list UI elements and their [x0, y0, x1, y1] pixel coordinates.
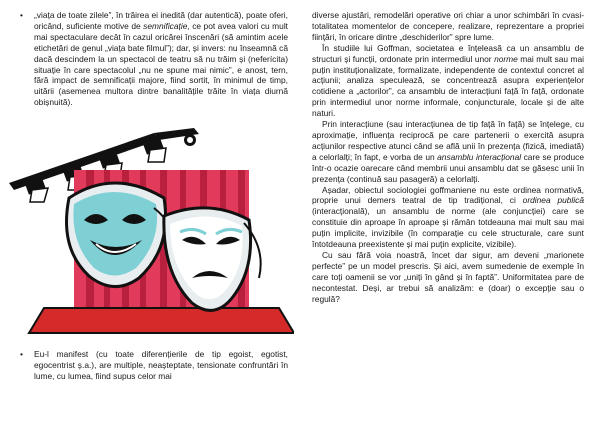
interaction-text-b: care se produce într-o ocazie oarecare când membrii unui ansamblu dat se găsesc unii în prezența (continuă sau pasageră) a celorlalți. — [312, 151, 584, 184]
theatre-masks-illustration — [4, 128, 294, 338]
interaction-emphasis: ansamblu interacțional — [437, 151, 522, 162]
goffman-text-a: În studiile lui Goffman, societatea e înțeleasă ca un ansamblu de structuri și funcții, ordonate prin intermediul unor — [312, 42, 584, 64]
public-order-text-b: (interacțională), un ansamblu de norme (ale conjuncției) care se constituie din aproape în aproape și rămân totdeauna mai mult sau mai puțin implicite, invizibile (în comparație cu cele structurale, care sunt întotdeauna preexistente și mai puțin explicite, vizibile). — [312, 206, 584, 250]
paragraph-public-order — [312, 185, 584, 250]
interaction-text-a: Prin interacțiune (sau interacțiunea de tip față în față) se înțelege, cu aproximație, influența reciprocă pe care partenerii o exercită asupra acțiunilor respective atunci când se află unii în prezența (fizică, imediată) a celorlalți; în fapt, e vorba de un — [312, 119, 584, 162]
bullet-paragraph-1 — [18, 10, 288, 108]
bullet-1-emphasis: semnificație — [143, 20, 188, 31]
paragraph-marionettes: Cu sau fără voia noastră, încet dar sigur, am deveni „marionete perfecte” pe un model prescris. Și aici, avem sumedenie de exemple în care toți oamenii se vor „uniți în gând și în faptă”. Uniformitatea pare de necontestat. Deși, ar trebui să analizăm: e (doar) o excepție sau o regulă? — [312, 249, 584, 304]
bullet-paragraph-2 — [18, 349, 288, 382]
paragraph-continuation: diverse ajustări, remodelări operative ori chiar a unor schimbări în cvasi-totalitatea momentelor de concepere, realizare, reprezentare a propriei ființări, în oricare dintre „deschiderilor” spre lume. — [312, 10, 584, 42]
left-column — [18, 10, 288, 108]
bullet-dot-icon: • — [20, 10, 23, 20]
goffman-emphasis: norme — [494, 53, 518, 64]
paragraph-interaction — [312, 119, 584, 184]
goffman-text-b: mai mult sau mai puțin instituționalizate, formalizate, independente de contextul concret al acțiunii; analiza speculează, se concentrează asupra experiențelor cotidiene a „actorilor”, ca ansamblu de interacțiuni față în față, ordonate prin intermediul unor norme informale, conjuncturale, locale și de alte naturi. — [312, 53, 584, 119]
public-order-text-a: Așadar, obiectul sociologiei goffmaniene nu este ordinea normativă, proprie unui demers teatral de tip tradițional, ci — [312, 184, 584, 206]
bullet-1-text-b: , ce pot avea valori cu mult mai spectaculare decât în cazul oricărei înscenări (să amintim acele etichetări de genul „viața bate filmul”); dar, și invers: nu înseamnă că dacă descindem la un spectacol de teatru să nu trăim și (neferícita) situație în care spectacolul „nu ne spune mai nimic”, e anost, tern, fără impact de semnificații majore, fiind sortit, în minimul de timp, uitării (asemenea multora dintre banalitățile trăite în viața diurnă obișnuită). — [34, 20, 289, 108]
bullet-dot-icon: • — [20, 349, 23, 359]
public-order-emphasis: ordinea publică — [522, 195, 584, 206]
bullet-1-text-a: „viața de toate zilele”, în trăirea ei inedită (dar autentică), poate oferi, oricând, suficiente motive de — [34, 10, 288, 31]
stage-floor-icon — [29, 308, 294, 333]
left-column-bottom — [18, 349, 288, 382]
bullet-2-text: Eu-l manifest (cu toate diferențierile de tip egoist, egotist, egocentrist ș.a.), are multiple, neașteptate, tensionate confruntări în lume, cu lumea, fiind supus celor mai — [34, 349, 288, 381]
paragraph-goffman — [312, 43, 584, 119]
right-column — [312, 10, 584, 304]
